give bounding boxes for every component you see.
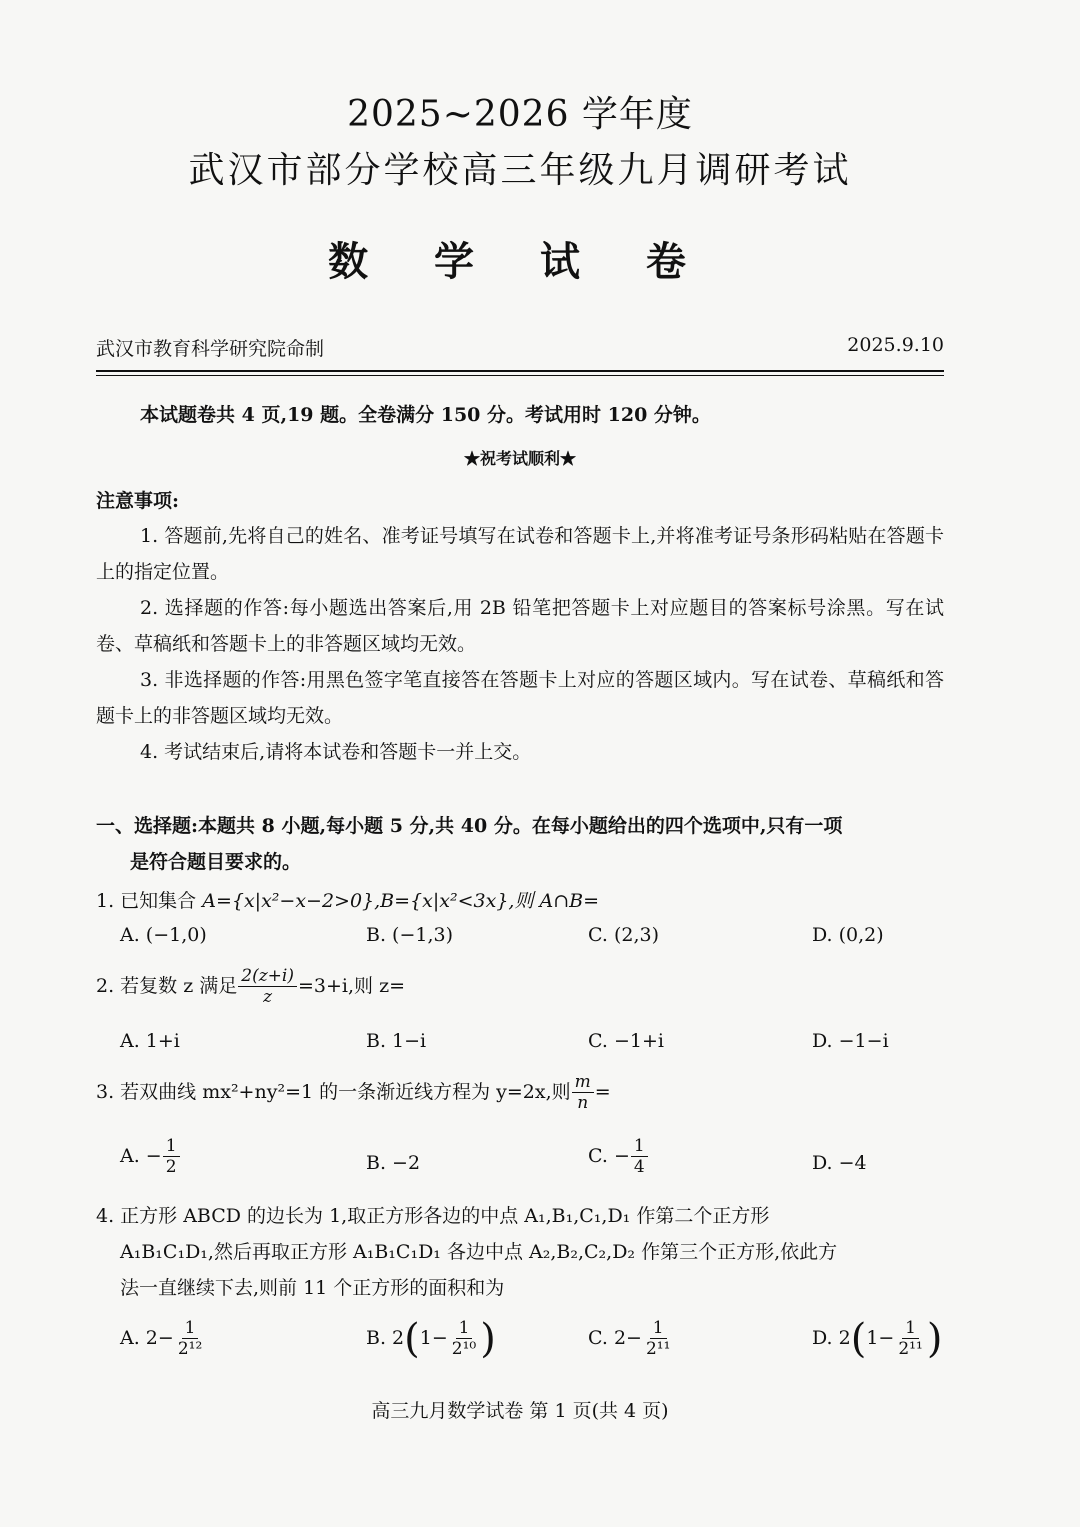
q3-option-c: C. − $\frac{1}{4}$ [588, 1136, 649, 1178]
question-3-stem: 3. 若双曲线 mx²+ny²=1 的一条渐近线方程为 y=2x,则 $\frac{m}{n}$ = [96, 1072, 611, 1114]
q3-option-a: A. − $\frac{1}{2}$ [120, 1136, 181, 1178]
header-rule-thin [96, 375, 944, 376]
question-4-stem: 4. 正方形 ABCD 的边长为 1,取正方形各边的中点 A₁,B₁,C₁,D₁ 作第二个正方形 A₁B₁C₁D₁,然后再取正方形 A₁B₁C₁D₁ 各边中点 A₂,B₂,C₂,D₂ 作第三个正方形,依此方 法一直继续下去,则前 11 个正方形的面积和为 [96, 1205, 838, 1299]
notes-heading: 注意事项: [96, 490, 180, 512]
q4-option-a: A. 2− $\frac{1}{\text{2¹²}}$ [120, 1318, 203, 1360]
q1-option-b: B. (−1,3) [366, 924, 454, 946]
q2-option-a: A. 1+i [120, 1030, 180, 1052]
blessing: ★祝考试顺利★ [463, 449, 576, 468]
q3-option-b: B. −2 [366, 1152, 421, 1174]
header-rule-thick [96, 370, 944, 372]
note-item: 3. 非选择题的作答:用黑色签字笔直接答在答题卡上对应的答题区域内。写在试卷、草稿纸和答题卡上的非答题区域均无效。 [96, 669, 944, 727]
question-2-stem: 2. 若复数 z 满足 $\frac{2(z+i)}{z}$ =3+i,则 z= [96, 966, 405, 1008]
exam-summary: 本试题卷共 4 页,19 题。全卷满分 150 分。考试用时 120 分钟。 [140, 404, 711, 426]
note-item: 1. 答题前,先将自己的姓名、准考证号填写在试卷和答题卡上,并将准考证号条形码粘贴在答题卡上的指定位置。 [96, 525, 944, 583]
q4-option-c: C. 2− $\frac{1}{\text{2¹¹}}$ [588, 1318, 671, 1360]
note-item: 2. 选择题的作答:每小题选出答案后,用 2B 铅笔把答题卡上对应题目的答案标号涂黑。写在试卷、草稿纸和答题卡上的非答题区域均无效。 [96, 597, 944, 655]
exam-year: 2025~2026 学年度 [347, 94, 693, 135]
page-footer: 高三九月数学试卷 第 1 页(共 4 页) [371, 1400, 669, 1422]
q4-option-b: B. 2(1− $\frac{1}{\text{2¹⁰}}$ ) [366, 1315, 496, 1362]
q1-option-a: A. (−1,0) [120, 924, 207, 946]
q2-option-b: B. 1−i [366, 1030, 427, 1052]
q4-option-d: D. 2(1− $\frac{1}{\text{2¹¹}}$ ) [812, 1315, 943, 1362]
subject-title: 数 学 试 卷 [328, 238, 712, 285]
publisher: 武汉市教育科学研究院命制 [96, 338, 325, 360]
q1-option-d: D. (0,2) [812, 924, 884, 946]
exam-name: 武汉市部分学校高三年级九月调研考试 [188, 150, 852, 191]
question-1-stem: 1. 已知集合 A={x|x²−x−2>0},B={x|x²<3x},则 A∩B= [96, 890, 600, 912]
q2-option-d: D. −1−i [812, 1030, 889, 1052]
note-item: 4. 考试结束后,请将本试卷和答题卡一并上交。 [140, 741, 532, 763]
q2-option-c: C. −1+i [588, 1030, 664, 1052]
q1-option-c: C. (2,3) [588, 924, 659, 946]
q3-option-d: D. −4 [812, 1152, 867, 1174]
exam-date: 2025.9.10 [847, 334, 944, 356]
section-1-heading: 一、选择题:本题共 8 小题,每小题 5 分,共 40 分。在每小题给出的四个选项中,只有一项 是符合题目要求的。 [96, 815, 843, 873]
